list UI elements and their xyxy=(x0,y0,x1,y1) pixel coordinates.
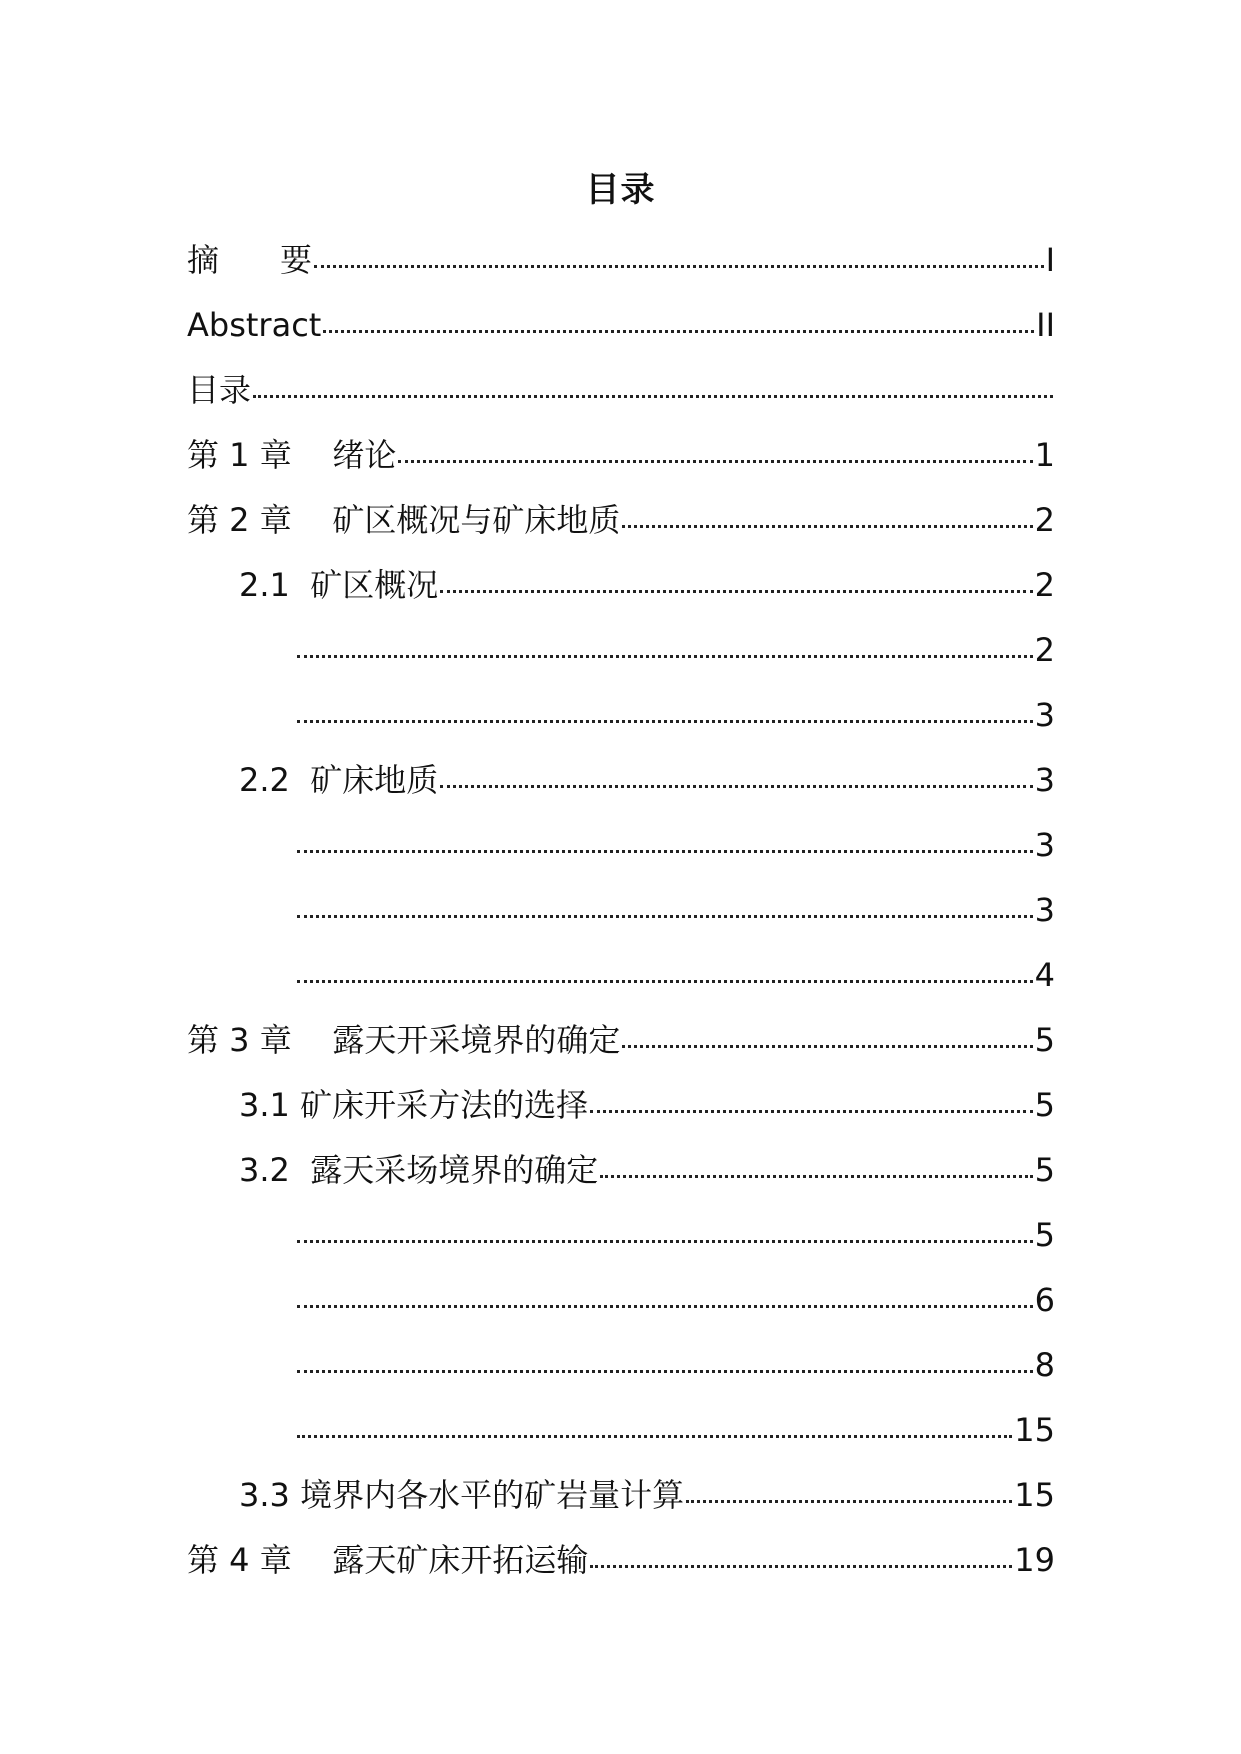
toc-leader-dots xyxy=(253,395,1053,398)
toc-entry-subsection[interactable] xyxy=(187,683,1055,748)
toc-page-number: 3 xyxy=(1034,826,1055,864)
toc-leader-dots xyxy=(622,1045,1032,1048)
toc-entry-subsection[interactable] xyxy=(187,943,1055,1008)
toc-entry-label: 第 2 章 矿区概况与矿床地质 xyxy=(187,501,621,539)
toc-entry-label: 摘 要 xyxy=(187,241,313,279)
toc-entry-subsection[interactable] xyxy=(187,1333,1055,1398)
toc-leader-dots xyxy=(590,1565,1012,1568)
toc-entry-chapter-4[interactable] xyxy=(187,1528,1055,1593)
toc-page-number: 15 xyxy=(1014,1476,1055,1514)
toc-page-number: 1 xyxy=(1034,436,1055,474)
toc-leader-dots xyxy=(297,720,1033,723)
toc-entry-label: 第 3 章 露天开采境界的确定 xyxy=(187,1021,621,1059)
toc-page-number: 3 xyxy=(1034,891,1055,929)
toc-entry-abstract-en[interactable] xyxy=(187,293,1055,358)
toc-page-number: 2 xyxy=(1034,631,1055,669)
toc-page-number: 2 xyxy=(1034,501,1055,539)
toc-page-number: 4 xyxy=(1034,956,1055,994)
toc-entry-label: 2.1 矿区概况 xyxy=(239,566,439,604)
toc-entry-contents[interactable] xyxy=(187,358,1055,423)
toc-page-number: 19 xyxy=(1014,1541,1055,1579)
toc-page-number: 8 xyxy=(1034,1346,1055,1384)
toc-leader-dots xyxy=(297,1240,1033,1243)
toc-page-number: I xyxy=(1045,241,1055,279)
toc-entry-label: Abstract xyxy=(187,306,322,344)
toc-entry-subsection[interactable] xyxy=(187,1203,1055,1268)
toc-entry-section-2-2[interactable] xyxy=(187,748,1055,813)
toc-page-number: 15 xyxy=(1014,1411,1055,1449)
toc-leader-dots xyxy=(323,330,1034,333)
toc-page-number: 5 xyxy=(1034,1021,1055,1059)
toc-leader-dots xyxy=(686,1500,1012,1503)
toc-leader-dots xyxy=(590,1110,1033,1113)
toc-entry-section-2-1[interactable] xyxy=(187,553,1055,618)
toc-page-number: II xyxy=(1036,306,1055,344)
toc-leader-dots xyxy=(440,590,1032,593)
toc-entry-label: 3.1 矿床开采方法的选择 xyxy=(239,1086,589,1124)
toc-leader-dots xyxy=(600,1175,1032,1178)
table-of-contents xyxy=(187,228,1055,1593)
toc-entry-chapter-1[interactable] xyxy=(187,423,1055,488)
toc-entry-subsection[interactable] xyxy=(187,813,1055,878)
toc-entry-section-3-1[interactable] xyxy=(187,1073,1055,1138)
toc-entry-subsection[interactable] xyxy=(187,878,1055,943)
toc-entry-label: 目录 xyxy=(187,371,252,409)
toc-entry-subsection[interactable] xyxy=(187,1398,1055,1463)
toc-entry-label: 3.3 境界内各水平的矿岩量计算 xyxy=(239,1476,685,1514)
toc-entry-section-3-2[interactable] xyxy=(187,1138,1055,1203)
toc-page-number: 2 xyxy=(1034,566,1055,604)
toc-page-number: 3 xyxy=(1034,696,1055,734)
toc-entry-chapter-3[interactable] xyxy=(187,1008,1055,1073)
toc-entry-subsection[interactable] xyxy=(187,1268,1055,1333)
toc-leader-dots xyxy=(297,1370,1033,1373)
toc-entry-section-3-3[interactable] xyxy=(187,1463,1055,1528)
toc-entry-label: 3.2 露天采场境界的确定 xyxy=(239,1151,599,1189)
toc-page-number: 3 xyxy=(1034,761,1055,799)
toc-page-number: 5 xyxy=(1034,1151,1055,1189)
toc-entry-label: 第 4 章 露天矿床开拓运输 xyxy=(187,1541,589,1579)
toc-entry-chapter-2[interactable] xyxy=(187,488,1055,553)
toc-leader-dots xyxy=(314,265,1044,268)
toc-leader-dots xyxy=(297,1305,1033,1308)
toc-leader-dots xyxy=(297,850,1033,853)
toc-entry-label: 第 1 章 绪论 xyxy=(187,436,397,474)
toc-entry-subsection[interactable] xyxy=(187,618,1055,683)
toc-entry-abstract-cn[interactable] xyxy=(187,228,1055,293)
toc-leader-dots xyxy=(297,655,1033,658)
toc-page-number: 6 xyxy=(1034,1281,1055,1319)
toc-leader-dots xyxy=(440,785,1032,788)
toc-leader-dots xyxy=(297,1435,1012,1438)
toc-title: 目录 xyxy=(585,170,656,210)
toc-leader-dots xyxy=(297,915,1033,918)
toc-page-number: 5 xyxy=(1034,1216,1055,1254)
toc-leader-dots xyxy=(398,460,1032,463)
toc-page-number: 5 xyxy=(1034,1086,1055,1124)
toc-entry-label: 2.2 矿床地质 xyxy=(239,761,439,799)
toc-leader-dots xyxy=(622,525,1032,528)
toc-leader-dots xyxy=(297,980,1033,983)
